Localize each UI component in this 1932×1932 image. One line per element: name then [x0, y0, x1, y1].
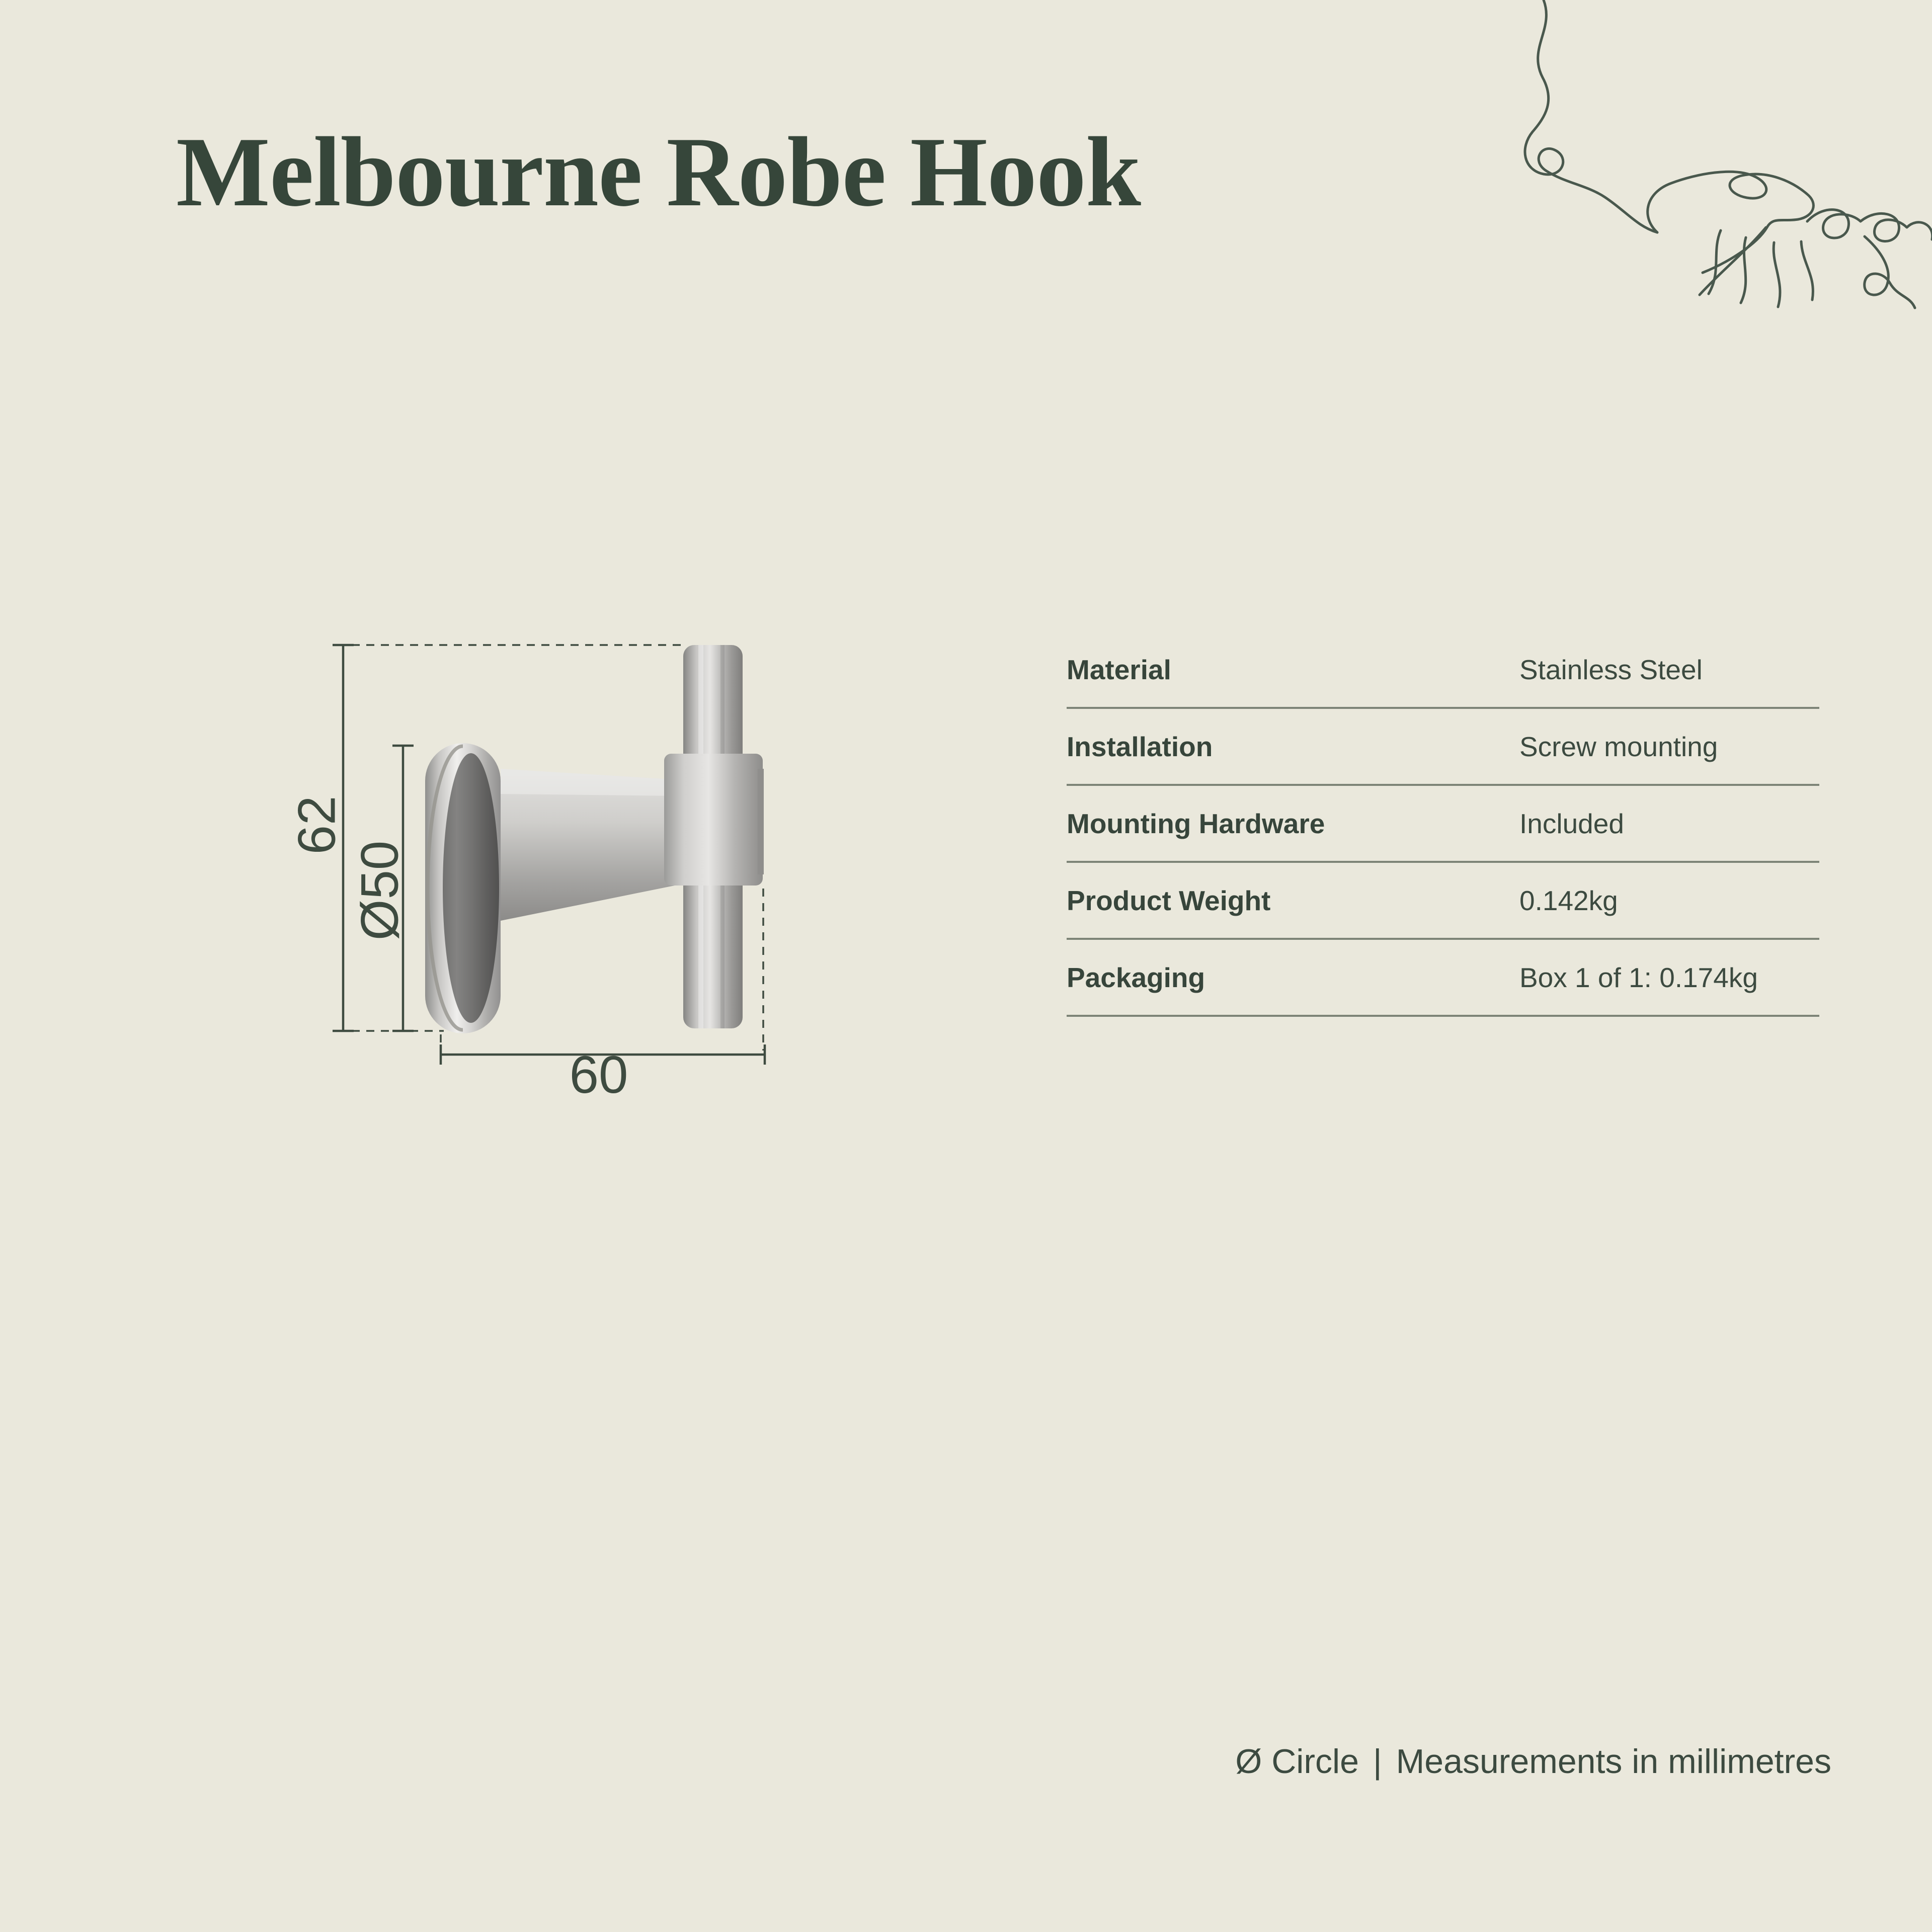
- technical-drawing: [262, 569, 891, 1097]
- spec-label: Material: [1067, 654, 1171, 685]
- spec-value: Box 1 of 1: 0.174kg: [1519, 961, 1758, 993]
- dim-plate-diameter: Ø50: [350, 840, 410, 941]
- spec-label: Product Weight: [1067, 884, 1271, 916]
- units-note: Measurements in millimetres: [1396, 1742, 1831, 1781]
- dim-overall-height: 62: [287, 795, 347, 855]
- spec-value: 0.142kg: [1519, 884, 1618, 916]
- measurement-legend: [1235, 1742, 1831, 1781]
- spec-row-material: [1067, 632, 1819, 709]
- diameter-legend: Ø Circle: [1235, 1742, 1359, 1781]
- legend-separator: |: [1373, 1742, 1382, 1781]
- page-title: Melbourne Robe Hook: [176, 117, 1141, 227]
- spec-label: Installation: [1067, 731, 1213, 762]
- spec-row-mounting-hardware: [1067, 786, 1819, 863]
- spec-row-installation: [1067, 709, 1819, 786]
- spec-label: Packaging: [1067, 961, 1205, 993]
- spec-table: [1067, 632, 1819, 1017]
- spec-label: Mounting Hardware: [1067, 808, 1325, 839]
- lobster-tail-line: [1807, 210, 1932, 242]
- lobster-line-art-icon: [1484, 0, 1932, 322]
- spec-value: Included: [1519, 808, 1624, 839]
- dim-projection: 60: [569, 1045, 628, 1097]
- lobster-tail-fan-line: [1865, 236, 1915, 308]
- spec-row-product-weight: [1067, 863, 1819, 940]
- hook-illustration: [425, 645, 764, 1033]
- spec-value: Stainless Steel: [1519, 654, 1703, 685]
- hook-collar: [664, 754, 763, 886]
- lobster-antenna-line: [1700, 227, 1766, 295]
- spec-row-packaging: [1067, 940, 1819, 1017]
- lobster-main-line: [1525, 0, 1813, 273]
- spec-value: Screw mounting: [1519, 731, 1718, 762]
